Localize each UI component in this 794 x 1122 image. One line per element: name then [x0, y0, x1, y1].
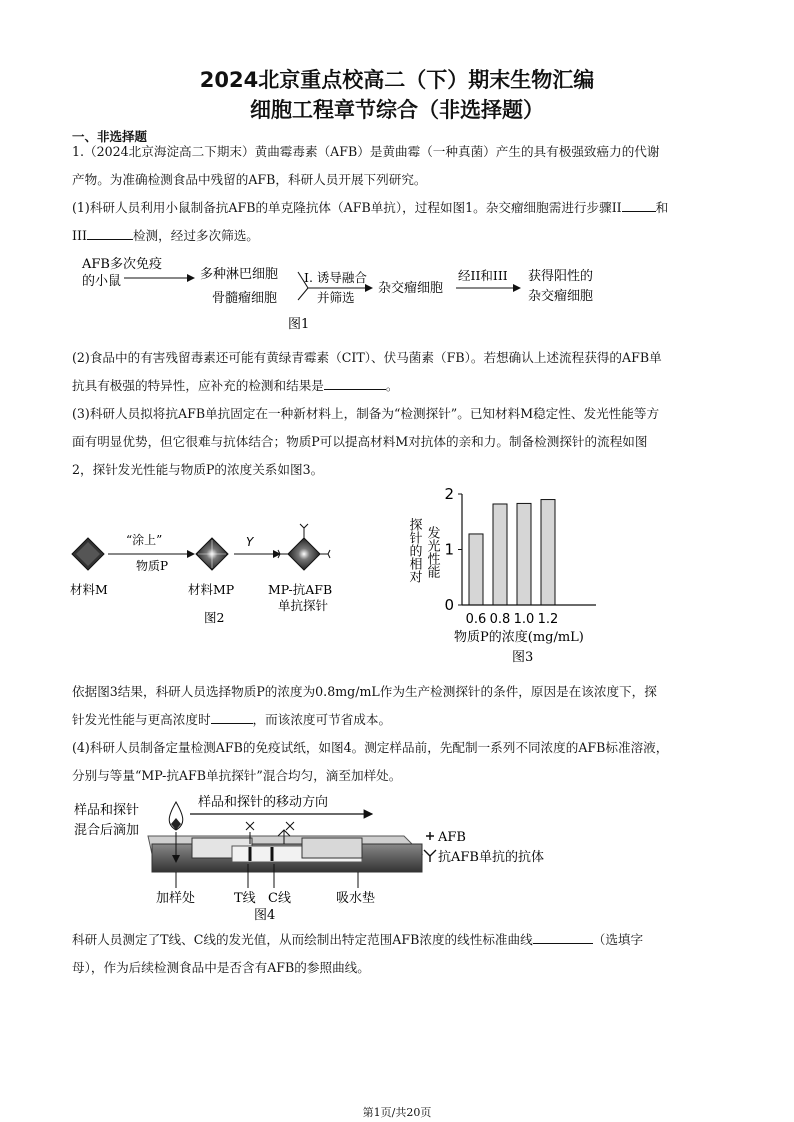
- fig4-cline-label: C线: [268, 891, 291, 906]
- fig1-lymph-label: 多种淋巴细胞: [200, 267, 279, 282]
- bar-0.8: [493, 504, 507, 605]
- probe-diamond: [278, 524, 330, 570]
- fig1-hybridoma-label: 杂交瘤细胞: [378, 281, 444, 296]
- fig2-y-label: Y: [246, 535, 254, 549]
- figure-1-flow: [72, 252, 632, 340]
- fig1-step1-label: I. 诱导融合: [304, 270, 367, 285]
- page-footer: 第1页/共20页: [362, 1106, 432, 1119]
- fig3-caption: 图3: [512, 650, 534, 665]
- fig1-mouse-label: AFB多次免疫: [82, 257, 162, 272]
- fig1-positive-label2: 杂交瘤细胞: [528, 289, 594, 304]
- y-axis-label: 探针的相对: [406, 518, 422, 583]
- y-tick-label: 1: [444, 540, 454, 559]
- answer-blank-part3[interactable]: [211, 711, 253, 724]
- fig1-caption: 图1: [288, 317, 310, 332]
- fig4-flow-label: 样品和探针的移动方向: [198, 795, 329, 810]
- x-tick-label: 1.2: [537, 612, 559, 627]
- fig4-absorb-label: 吸水垫: [336, 891, 376, 906]
- y-tick-label: 0: [444, 596, 454, 614]
- figure-4-test-strip: [72, 792, 592, 922]
- answer-blank-part4[interactable]: [533, 931, 593, 944]
- fig1-step2-label: 经II和III: [458, 268, 508, 283]
- fig4-legend-afb: AFB: [438, 830, 466, 845]
- fig2-coat-label: “涂上”: [126, 533, 163, 547]
- question-intro: 1.（2024北京海淀高二下期末）黄曲霉毒素（AFB）是黄曲霉（一种真菌）产生的具有极强致癌力的代谢 产物。为准确检测食品中残留的AFB，科研人员开展下列研究。 (1)科研人员利用小鼠制备抗AFB的单克隆抗体（AFB单抗），过程如图1。杂交瘤细胞需进行步骤II 和 III 检测，经过多次筛选。: [72, 144, 669, 243]
- x-tick-label: 1.0: [513, 612, 535, 627]
- fig1-myeloma-label: 骨髓瘤细胞: [212, 291, 278, 306]
- fig2-mp-label: 材料MP: [188, 582, 235, 597]
- bar-0.6: [469, 534, 483, 605]
- answer-blank-iii[interactable]: [87, 227, 133, 240]
- y-axis-label2: 发光性能: [424, 526, 440, 578]
- legend-antibody-icon: [424, 850, 436, 862]
- fig2-probe-label2: 单抗探针: [278, 598, 329, 613]
- answer-blank-ii[interactable]: [622, 199, 656, 212]
- question-part3b-4: 依据图3结果，科研人员选择物质P的浓度为0.8mg/mL作为生产检测探针的条件，原因是在该浓度下，探 针发光性能与更高浓度时 ，而该浓度可节省成本。 (4)科研人员制备定量检测AFB的免疫试纸，如图4。测定样品前，先配制一系列不同浓度的AFB标准溶液， 分别与等量“MP-抗AFB单抗探针”混合均匀，滴至加样处。: [72, 684, 669, 783]
- doc-subtitle: 细胞工程章节综合（非选择题）: [250, 98, 544, 122]
- material-m-diamond: [72, 538, 104, 570]
- figure-3-chart: [400, 484, 630, 668]
- x-tick-label: 0.6: [465, 612, 487, 627]
- bar-1.0: [517, 503, 531, 605]
- question-part2-3: (2)食品中的有害残留毒素还可能有黄绿青霉素（CIT）、伏马菌素（FB）。若想确认上述流程获得的AFB单 抗具有极强的特异性，应补充的检测和结果是 。 (3)科研人员拟将抗AFB单抗固定在一种新材料上，制备为“检测探针”。已知材料M稳定性、发光性能等方 面有明显优势，但它很难与抗体结合；物质P可以提高材料M对抗体的亲和力。制备检测探针的流程如图 2，探针发光性能与物质P的浓度关系如图3。: [72, 350, 662, 477]
- fig2-p-label: 物质P: [136, 559, 169, 573]
- fig4-pad-label: 加样处: [156, 891, 196, 906]
- fig4-caption: 图4: [254, 908, 276, 922]
- fig4-tline-label: T线: [234, 891, 256, 906]
- x-axis-label: 物质P的浓度(mg/mL): [454, 630, 584, 645]
- sample-droplet: [169, 802, 183, 830]
- answer-blank-part2[interactable]: [324, 377, 386, 390]
- fig2-m-label: 材料M: [70, 582, 108, 597]
- fig4-legend-antibody: 抗AFB单抗的抗体: [438, 850, 544, 865]
- legend-afb-icon: [426, 832, 434, 840]
- fig1-positive-label: 获得阳性的: [528, 269, 594, 284]
- question-part4b: 科研人员测定了T线、C线的发光值，从而绘制出特定范围AFB浓度的线性标准曲线 （选填字 母），作为后续检测食品中是否含有AFB的参照曲线。: [72, 932, 644, 975]
- absorbent-pad: [302, 838, 362, 858]
- bar-1.2: [541, 500, 555, 605]
- figure-2-probe: [66, 520, 386, 630]
- doc-title: 2024北京重点校高二（下）期末生物汇编: [199, 68, 595, 92]
- fig1-mouse-label2: 的小鼠: [82, 274, 122, 289]
- y-tick-label: 2: [444, 485, 454, 503]
- fig4-drop-label: 样品和探针: [74, 803, 140, 818]
- x-tick-label: 0.8: [489, 612, 511, 627]
- fig2-caption: 图2: [204, 610, 225, 625]
- fig1-screen-label: 并筛选: [317, 290, 355, 305]
- section-heading: 一、非选择题: [72, 129, 148, 144]
- fig4-drop-label2: 混合后滴加: [74, 823, 140, 838]
- fig2-probe-label: MP-抗AFB: [268, 582, 333, 597]
- material-mp-diamond: [196, 538, 228, 570]
